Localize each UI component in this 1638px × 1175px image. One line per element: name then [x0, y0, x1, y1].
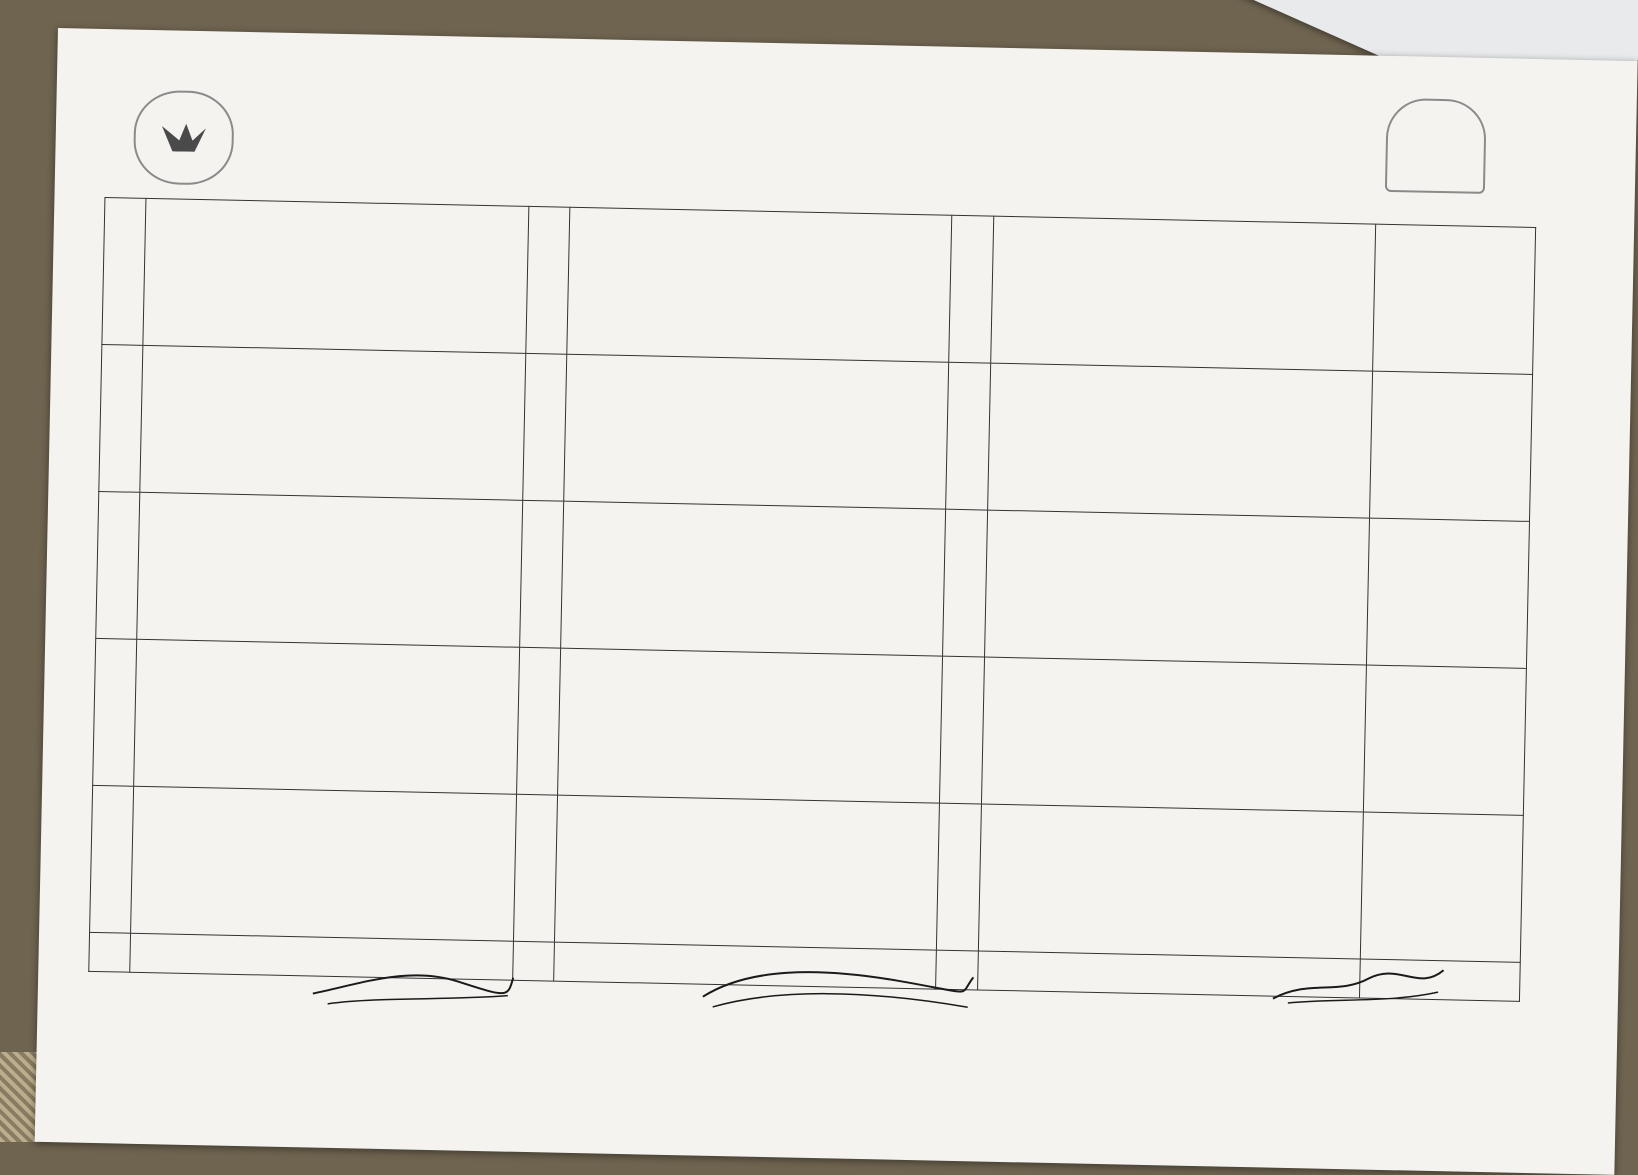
- spacer-cell: [943, 509, 987, 657]
- empty-cell: [512, 941, 554, 981]
- course-name: [1001, 437, 1358, 444]
- spacer-cell: [516, 647, 560, 795]
- spacer-cell: [946, 362, 990, 510]
- day-label-cell: [1370, 371, 1533, 521]
- course-name: [995, 731, 1352, 738]
- spacer-cell: [519, 500, 563, 648]
- slot-cell: [131, 786, 516, 941]
- slot-cell: [137, 492, 522, 647]
- slot-time: [156, 352, 513, 359]
- doctor-name: [144, 927, 501, 934]
- slot-time: [149, 646, 506, 653]
- day-label-cell: [1367, 518, 1530, 668]
- slot-cell: [990, 216, 1375, 371]
- course-name: [154, 419, 511, 426]
- doctor-name: [156, 339, 513, 346]
- doctor-room-label: [1372, 806, 1515, 809]
- day-label-cell: [1373, 224, 1536, 374]
- spacer-cell: [90, 785, 134, 933]
- slot-cell: [143, 198, 528, 353]
- spacer-cell: [99, 344, 143, 492]
- slot-cell: [984, 510, 1369, 665]
- empty-cell: [89, 932, 131, 972]
- doctor-name: [579, 348, 936, 355]
- slot-cell: [981, 657, 1366, 812]
- doctor-name: [153, 486, 510, 493]
- slot-cell: [558, 648, 943, 803]
- slot-time: [573, 655, 930, 662]
- day-name: [1383, 298, 1526, 301]
- slot-time: [997, 664, 1354, 671]
- doctor-room-label: [1375, 659, 1518, 662]
- doctor-name: [147, 780, 504, 787]
- slot-cell: [564, 354, 949, 509]
- spacer-cell: [526, 206, 570, 354]
- doctor-name: [570, 789, 927, 796]
- doctor-name: [150, 633, 507, 640]
- doctor-room-label: [1378, 512, 1521, 515]
- slot-time: [576, 508, 933, 515]
- spacer-cell: [937, 803, 981, 951]
- day-row: [93, 638, 1527, 815]
- spacer-cell: [96, 491, 140, 639]
- slot-cell: [140, 345, 525, 500]
- course-name: [578, 428, 935, 435]
- vice-dean-signature: [698, 957, 979, 1018]
- course-name: [151, 566, 508, 573]
- day-label-cell: [1360, 812, 1523, 962]
- day-label-cell: [1363, 665, 1526, 815]
- slot-cell: [561, 501, 946, 656]
- day-name: [1370, 886, 1513, 889]
- course-name: [569, 869, 926, 876]
- doctor-name: [994, 798, 1351, 805]
- day-name: [1377, 592, 1520, 595]
- schedule-table: [88, 197, 1536, 1002]
- course-name: [575, 575, 932, 582]
- slot-time: [993, 811, 1350, 818]
- slot-time: [1003, 370, 1360, 377]
- dean-signature: [308, 953, 519, 1012]
- time-row-label: [1372, 819, 1515, 822]
- spacer-cell: [940, 656, 984, 804]
- doctor-name: [1003, 357, 1360, 364]
- doctor-name: [997, 651, 1354, 658]
- doctor-name: [576, 495, 933, 502]
- spacer-cell: [522, 353, 566, 501]
- university-logo: [133, 90, 235, 186]
- course-name: [145, 860, 502, 867]
- time-row-label: [1384, 231, 1527, 234]
- schedule-document: [35, 28, 1638, 1175]
- slot-cell: [567, 207, 952, 362]
- slot-time: [159, 205, 516, 212]
- day-name: [1373, 739, 1516, 742]
- slot-time: [152, 499, 509, 506]
- time-row-label: [1378, 525, 1521, 528]
- slot-time: [570, 802, 927, 809]
- time-row-label: [1375, 672, 1518, 675]
- slot-cell: [978, 804, 1363, 959]
- slot-time: [1000, 517, 1357, 524]
- doctor-room-label: [1381, 365, 1524, 368]
- slot-cell: [554, 795, 939, 950]
- slot-cell: [134, 639, 519, 794]
- course-name: [998, 584, 1355, 591]
- course-name: [581, 281, 938, 288]
- slot-cell: [987, 363, 1372, 518]
- course-name: [572, 722, 929, 729]
- time-row-label: [1381, 378, 1524, 381]
- spacer-cell: [949, 215, 993, 363]
- faculty-logo: [1385, 98, 1487, 194]
- spacer-cell: [102, 198, 146, 346]
- course-name: [1004, 290, 1361, 297]
- day-row: [90, 785, 1524, 962]
- course-name: [157, 272, 514, 279]
- slot-time: [1006, 223, 1363, 230]
- day-row: [96, 491, 1530, 668]
- head-signature: [1268, 959, 1449, 1013]
- doctor-room-label: [1369, 953, 1512, 956]
- doctor-name: [573, 642, 930, 649]
- day-row: [102, 198, 1536, 375]
- slot-time: [582, 214, 939, 221]
- spacer-cell: [513, 794, 557, 942]
- spacer-cell: [93, 638, 137, 786]
- course-name: [148, 713, 505, 720]
- slot-time: [579, 361, 936, 368]
- course-name: [992, 878, 1349, 885]
- eagle-emblem-icon: [161, 123, 206, 152]
- day-row: [99, 344, 1533, 521]
- slot-time: [146, 793, 503, 800]
- doctor-name: [991, 945, 1348, 952]
- doctor-name: [567, 936, 924, 943]
- day-name: [1380, 445, 1523, 448]
- doctor-name: [1000, 504, 1357, 511]
